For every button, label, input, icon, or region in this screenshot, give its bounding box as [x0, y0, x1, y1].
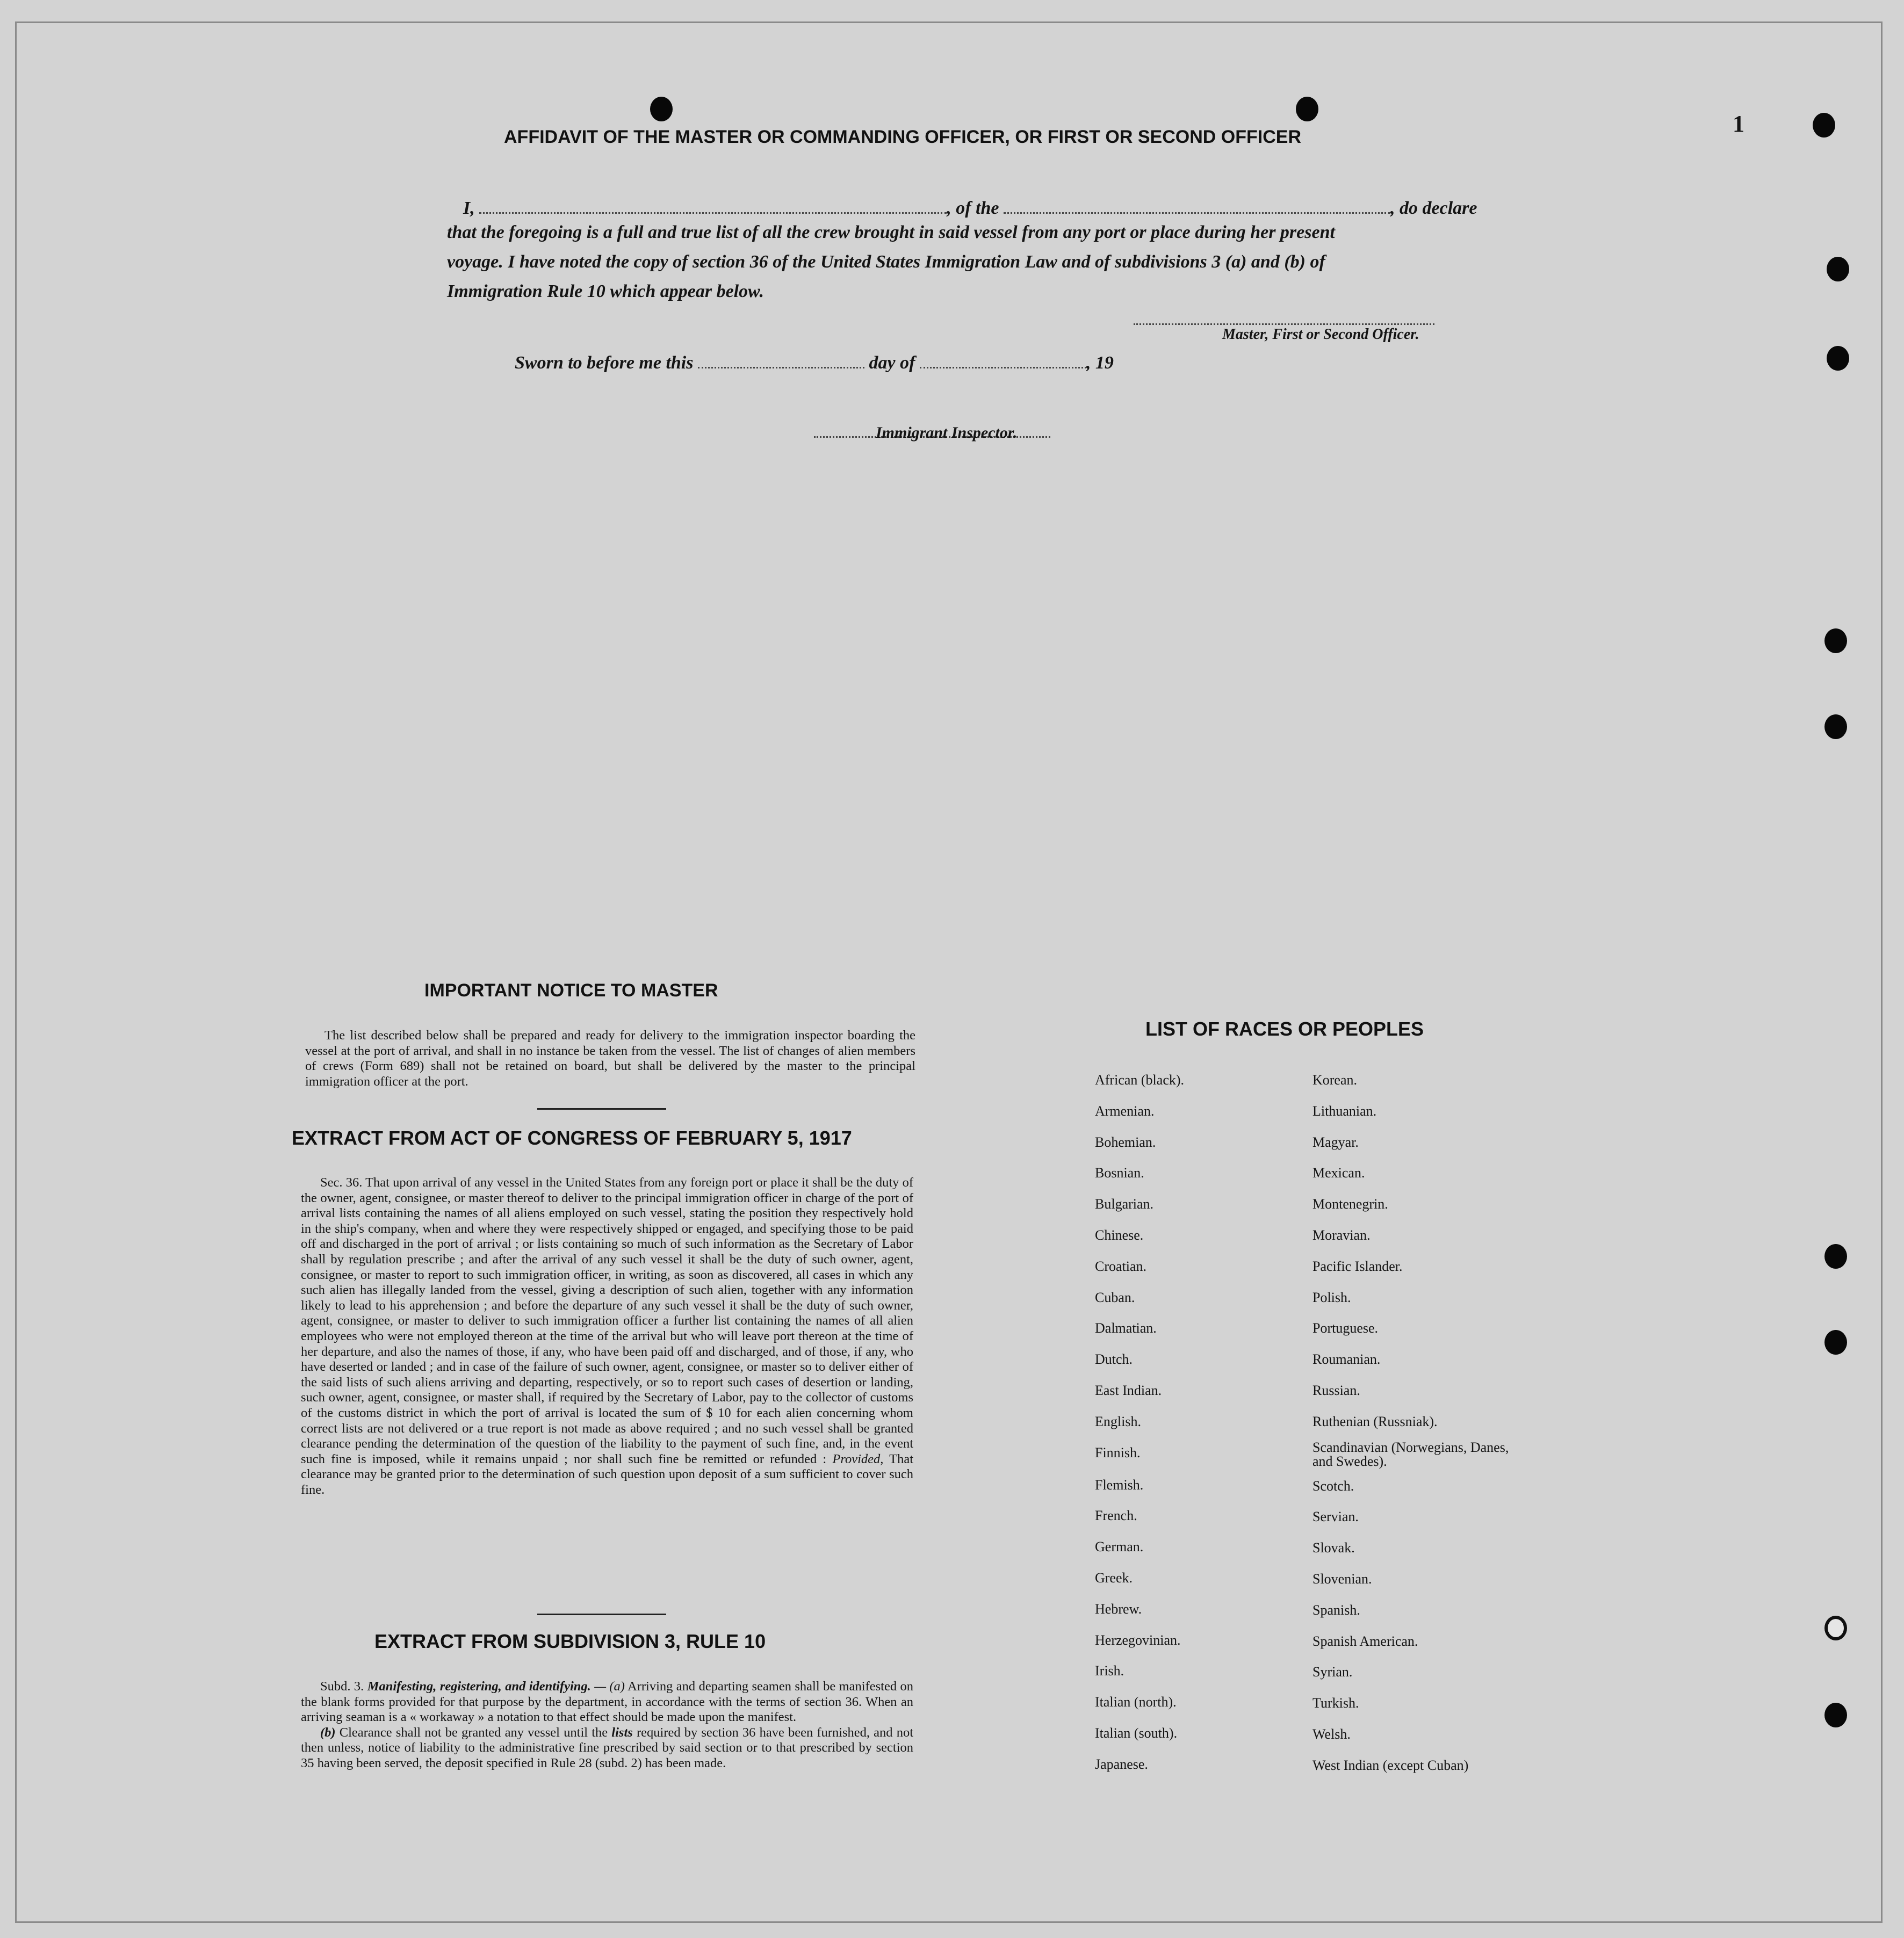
sworn-prefix: Sworn to before me this — [515, 353, 694, 373]
race-item: Dutch. — [1095, 1351, 1133, 1368]
race-item: Turkish. — [1312, 1695, 1359, 1711]
race-item: Italian (south). — [1095, 1725, 1178, 1741]
race-item: West Indian (except Cuban) — [1312, 1757, 1469, 1773]
race-item: Portuguese. — [1312, 1320, 1379, 1336]
race-item: Spanish. — [1312, 1602, 1360, 1618]
race-item: Scotch. — [1312, 1478, 1354, 1494]
race-item: Dalmatian. — [1095, 1320, 1157, 1336]
race-item: Croatian. — [1095, 1258, 1147, 1274]
page-border — [15, 21, 1883, 1923]
punch-hole-icon — [1824, 1330, 1847, 1355]
race-item: Ruthenian (Russniak). — [1312, 1413, 1438, 1429]
race-item: French. — [1095, 1508, 1137, 1524]
race-item: Chinese. — [1095, 1227, 1144, 1243]
affidavit-heading: AFFIDAVIT OF THE MASTER OR COMMANDING OFFICER, OR FIRST OR SECOND OFFICER — [504, 127, 1301, 147]
act-extract-text — [301, 1175, 913, 1498]
subdivision-label: Subd. 3. — [320, 1679, 364, 1694]
races-heading: LIST OF RACES OR PEOPLES — [1145, 1018, 1424, 1040]
notice-text: The list described below shall be prepared and ready for delivery to the immigration inspector boarding the vessel at the port of arrival, and shall in no instance be taken from the vessel. The list of changes of alien members of crews (Form 689) shall not be retained on board, but shall be delivered by the master to the principal immigration officer at the port. — [305, 1028, 915, 1089]
punch-hole-icon — [650, 97, 673, 121]
section-36-text: That upon arrival of any vessel in the United States from any foreign port or place it shall be the duty of the owner, agent, consignee, or master thereof to deliver to the principal immigration officer in charge of the port of arrival lists containing the names of all aliens employed on such vessel, stating the position they respectively hold in the ship's company, when and where they were respectively shipped or engaged, and specifying those to be paid off and discharged in the port of arrival ; or lists containing so much of such information as the Secretary of Labor shall by regulation prescribe ; and after the arrival of any such vessel it shall be the duty of such owner, agent, consignee, or master to report to such immigration officer, in writing, as soon as discovered, all cases in which any such alien has illegally landed from the vessel, giving a description of such alien, together with any information likely to lead to his apprehension ; and before the departure of any such vessel it shall be the duty of such owner, agent, consignee, or master to deliver to such immigration officer a further list containing the names of all alien employees who were not employed thereon at the time of the arrival but who will leave port thereon at the time of her departure, and also the names of those, if any, who have been paid off and discharged, and of those, if any, who have deserted or landed ; and in case of the failure of such owner, agent, consignee, or master so to deliver either of the said lists of such aliens arriving and departing, respectively, or so to report such cases of desertion or landing, such owner, agent, consignee, or master shall, if required by the Secretary of Labor, pay to the collector of customs of the customs district in which the port of arrival is located the sum of $ 10 for each alien concerning whom correct lists are not delivered or a true report is not made as above required ; and no such vessel shall be granted clearance pending the determination of the question of the liability to the payment of such fine, and, in the event such fine is imposed, while it remains unpaid ; nor shall such fine be remitted or refunded : — [301, 1175, 913, 1466]
punch-hole-icon — [1824, 714, 1847, 739]
act-extract-heading: EXTRACT FROM ACT OF CONGRESS OF FEBRUARY 5, 1917 — [292, 1127, 852, 1149]
race-item: Slovenian. — [1312, 1571, 1372, 1587]
master-label: Master, First or Second Officer. — [1222, 326, 1419, 343]
race-item: East Indian. — [1095, 1382, 1162, 1398]
punch-hole-icon — [1296, 97, 1318, 121]
race-item: English. — [1095, 1413, 1141, 1429]
race-item: Magyar. — [1312, 1134, 1359, 1150]
affidavit-line-4: Immigration Rule 10 which appear below. — [447, 281, 765, 301]
races-left-column — [1095, 1065, 1184, 1780]
race-item: Herzegovinian. — [1095, 1632, 1181, 1648]
punch-hole-icon — [1824, 1616, 1847, 1640]
race-item: Polish. — [1312, 1289, 1351, 1305]
race-item: Mexican. — [1312, 1165, 1365, 1181]
race-item: African (black). — [1095, 1072, 1185, 1088]
race-item: Montenegrin. — [1312, 1196, 1388, 1212]
race-item: Armenian. — [1095, 1103, 1155, 1119]
sworn-day-blank — [698, 353, 864, 368]
punch-hole-icon — [1813, 113, 1835, 138]
section-36-label: Sec. 36. — [320, 1175, 363, 1190]
sworn-day-of: day of — [869, 353, 915, 373]
race-item: Greek. — [1095, 1570, 1133, 1586]
race-item: Russian. — [1312, 1382, 1360, 1398]
subdivision-a-text: Arriving and departing seamen shall be manifested on the blank forms provided for that purpose by the department, in accordance with the terms of section 36. When an arriving seaman is a « workaway » a notation to that effect should be made upon the manifest. — [301, 1679, 914, 1725]
race-item: Korean. — [1312, 1072, 1358, 1088]
notice-heading: IMPORTANT NOTICE TO MASTER — [424, 980, 718, 1001]
section-36-text-end: That clearance may be granted prior to the determination of such question upon deposit of a sum sufficient to cover such fine. — [301, 1451, 914, 1497]
subdivision-b-label: (b) — [320, 1725, 336, 1740]
race-item: Hebrew. — [1095, 1601, 1142, 1617]
divider-line — [537, 1108, 666, 1110]
rule-extract-heading: EXTRACT FROM SUBDIVISION 3, RULE 10 — [374, 1630, 766, 1652]
name-blank — [479, 198, 947, 214]
race-item: Syrian. — [1312, 1664, 1353, 1680]
race-item: Scandinavian (Norwegians, Danes, and Swedes). — [1312, 1439, 1509, 1469]
subdivision-b-lists: lists — [611, 1725, 633, 1740]
page-number: 1 — [1733, 111, 1744, 137]
race-item: Roumanian. — [1312, 1351, 1381, 1368]
race-item: Finnish. — [1095, 1444, 1141, 1460]
race-item: Japanese. — [1095, 1756, 1148, 1772]
sworn-line — [515, 348, 1114, 378]
provided-word: Provided, — [832, 1451, 884, 1466]
divider-line — [537, 1614, 666, 1615]
punch-hole-icon — [1824, 628, 1847, 653]
race-item: Bulgarian. — [1095, 1196, 1154, 1212]
affidavit-i-label: I, — [463, 198, 475, 218]
race-item: Flemish. — [1095, 1477, 1144, 1493]
affidavit-declare-label: , do declare — [1390, 198, 1477, 218]
race-item: German. — [1095, 1539, 1144, 1555]
affidavit-line-3: voyage. I have noted the copy of section 36 of the United States Immigration Law and of subdivisions 3 (a) and (b) of — [447, 252, 1325, 272]
rule-extract-text — [301, 1679, 913, 1771]
race-item: Bohemian. — [1095, 1134, 1156, 1150]
race-item: Moravian. — [1312, 1227, 1371, 1243]
punch-hole-icon — [1827, 257, 1849, 281]
subdivision-b-text-2: required by section 36 have been furnished, and not then unless, notice of liability to the administrative fine prescribed by said section or to that prescribed by section 35 having been served, the deposit specified in Rule 28 (subd. 2) has been made. — [301, 1725, 914, 1770]
subdivision-a-label: — (a) — [594, 1679, 625, 1694]
races-right-column — [1312, 1065, 1517, 1781]
race-item: Lithuanian. — [1312, 1103, 1377, 1119]
inspector-label: Immigrant Inspector. — [876, 424, 1018, 442]
race-item: Slovak. — [1312, 1540, 1355, 1556]
affidavit-of-the-label: , of the — [947, 198, 999, 218]
race-item: Italian (north). — [1095, 1694, 1177, 1710]
race-item: Bosnian. — [1095, 1165, 1144, 1181]
race-item: Pacific Islander. — [1312, 1258, 1403, 1274]
race-item: Servian. — [1312, 1509, 1359, 1525]
punch-hole-icon — [1827, 346, 1849, 371]
race-item: Spanish American. — [1312, 1633, 1418, 1649]
punch-hole-icon — [1824, 1703, 1847, 1727]
subdivision-title: Manifesting, registering, and identifying. — [367, 1679, 591, 1694]
vessel-blank — [1004, 198, 1390, 214]
race-item: Cuban. — [1095, 1289, 1135, 1305]
race-item: Welsh. — [1312, 1726, 1351, 1742]
affidavit-line-2: that the foregoing is a full and true list of all the crew brought in said vessel from any port or place during her present — [447, 222, 1335, 242]
race-item: Irish. — [1095, 1663, 1124, 1679]
sworn-month-blank — [920, 353, 1086, 368]
punch-hole-icon — [1824, 1244, 1847, 1269]
subdivision-b-text-1: Clearance shall not be granted any vessel until the — [339, 1725, 608, 1740]
sworn-year: , 19 — [1086, 353, 1114, 373]
